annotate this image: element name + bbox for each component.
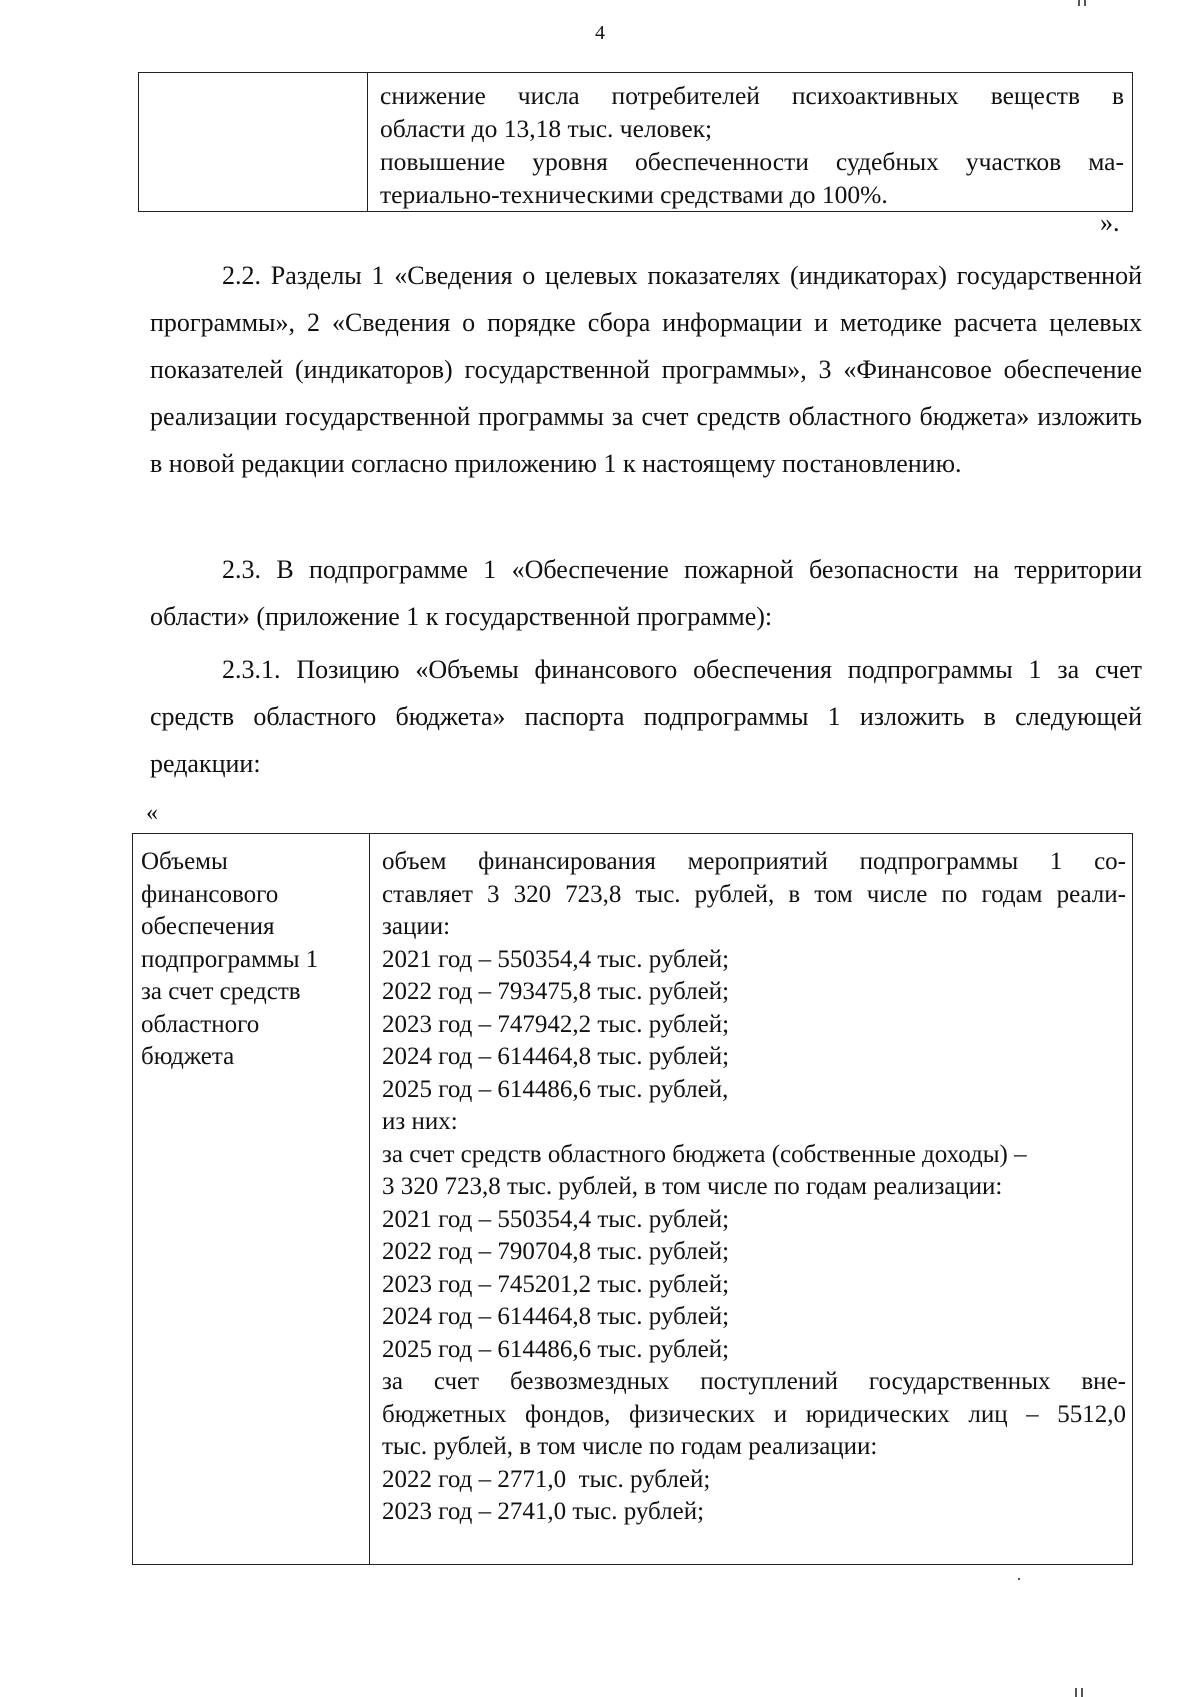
value-line: 2024 год – 614464,8 тыс. рублей; xyxy=(382,1043,730,1070)
value-line: бюджетных фондов, физических и юридических лиц – 5512,0 xyxy=(382,1400,1126,1428)
finance-table-label-cell xyxy=(133,834,370,1565)
top-table-line: снижение числа потребителей психоактивных веществ в xyxy=(380,81,1124,110)
top-table-line: повышение уровня обеспеченности судебных участков ма- xyxy=(380,147,1124,176)
value-line: 2025 год – 614486,6 тыс. рублей; xyxy=(382,1335,730,1363)
scan-mark xyxy=(1018,1578,1020,1580)
scan-mark xyxy=(1078,0,1080,6)
top-table-right-cell xyxy=(368,73,1133,212)
label-line: финансового xyxy=(141,880,279,908)
finance-table xyxy=(132,833,1133,1565)
value-line: за счет средств областного бюджета (собственные доходы) – xyxy=(382,1140,1027,1168)
value-line: 2023 год – 2741,0 тыс. рублей; xyxy=(382,1498,705,1525)
value-line: 2023 год – 747942,2 тыс. рублей; xyxy=(382,1010,730,1038)
value-line: за счет безвозмездных поступлений государственных вне- xyxy=(382,1368,1126,1395)
value-line: тыс. рублей, в том числе по годам реализации: xyxy=(382,1433,878,1460)
top-table xyxy=(138,72,1133,212)
label-line: бюджета xyxy=(141,1043,235,1070)
value-line: зации: xyxy=(382,913,451,940)
scan-mark xyxy=(1081,1688,1083,1697)
label-line: за счет средств xyxy=(141,978,301,1005)
value-line: 2021 год – 550354,4 тыс. рублей; xyxy=(382,945,730,973)
paragraph-2-2 xyxy=(150,252,1142,487)
paragraph-2-3-1 xyxy=(150,646,1142,787)
paragraph-2-3 xyxy=(150,546,1142,640)
scan-mark xyxy=(1084,0,1086,6)
paragraph-2-3-1-text: 2.3.1. Позицию «Объемы финансового обеспечения подпрограммы 1 за счет средств областного бюджета» паспорта подпрограммы 1 изложить в следующей редакции: xyxy=(150,655,1142,778)
value-line: 2022 год – 793475,8 тыс. рублей; xyxy=(382,978,730,1005)
opening-quote: « xyxy=(146,800,158,826)
value-line: 2022 год – 790704,8 тыс. рублей; xyxy=(382,1238,730,1265)
value-line: 2025 год – 614486,6 тыс. рублей, xyxy=(382,1075,729,1103)
scan-mark xyxy=(1075,1688,1077,1697)
paragraph-2-2-text: 2.2. Разделы 1 «Сведения о целевых показателях (индикаторах) государственной программы», 2 «Сведения о порядке сбора информации и методике расчета целевых показателей (индикаторов) государственной программы», 3 «Финансовое обеспечение реализации государственной программы за счет средств областного бюджета» изложить в новой редакции согласно приложению 1 к настоящему постановлению. xyxy=(150,261,1142,478)
label-line: областного xyxy=(141,1010,260,1038)
finance-table-value-cell xyxy=(370,834,1133,1565)
value-line: 2024 год – 614464,8 тыс. рублей; xyxy=(382,1303,730,1330)
label-line: подпрограммы 1 xyxy=(141,945,319,973)
value-line: 3 320 723,8 тыс. рублей, в том числе по годам реализации: xyxy=(382,1173,1003,1200)
value-line: 2023 год – 745201,2 тыс. рублей; xyxy=(382,1270,730,1298)
value-line: объем финансирования мероприятий подпрограммы 1 со- xyxy=(382,848,1126,875)
value-line: 2021 год – 550354,4 тыс. рублей; xyxy=(382,1205,730,1233)
value-line: ставляет 3 320 723,8 тыс. рублей, в том числе по годам реали- xyxy=(382,880,1126,908)
paragraph-2-3-text: 2.3. В подпрограмме 1 «Обеспечение пожарной безопасности на территории области» (приложение 1 к государственной программе): xyxy=(150,555,1142,631)
page-number: 4 xyxy=(595,22,605,44)
label-line: обеспечения xyxy=(141,913,275,940)
closing-quote: ». xyxy=(1100,208,1120,237)
top-table-left-cell xyxy=(139,73,368,212)
top-table-line: области до 13,18 тыс. человек; xyxy=(380,114,713,143)
value-line: 2022 год – 2771,0 тыс. рублей; xyxy=(382,1465,711,1493)
top-table-line: териально-техническими средствами до 100%. xyxy=(380,180,888,209)
label-line: Объемы xyxy=(141,848,228,875)
value-line: из них: xyxy=(382,1108,458,1135)
